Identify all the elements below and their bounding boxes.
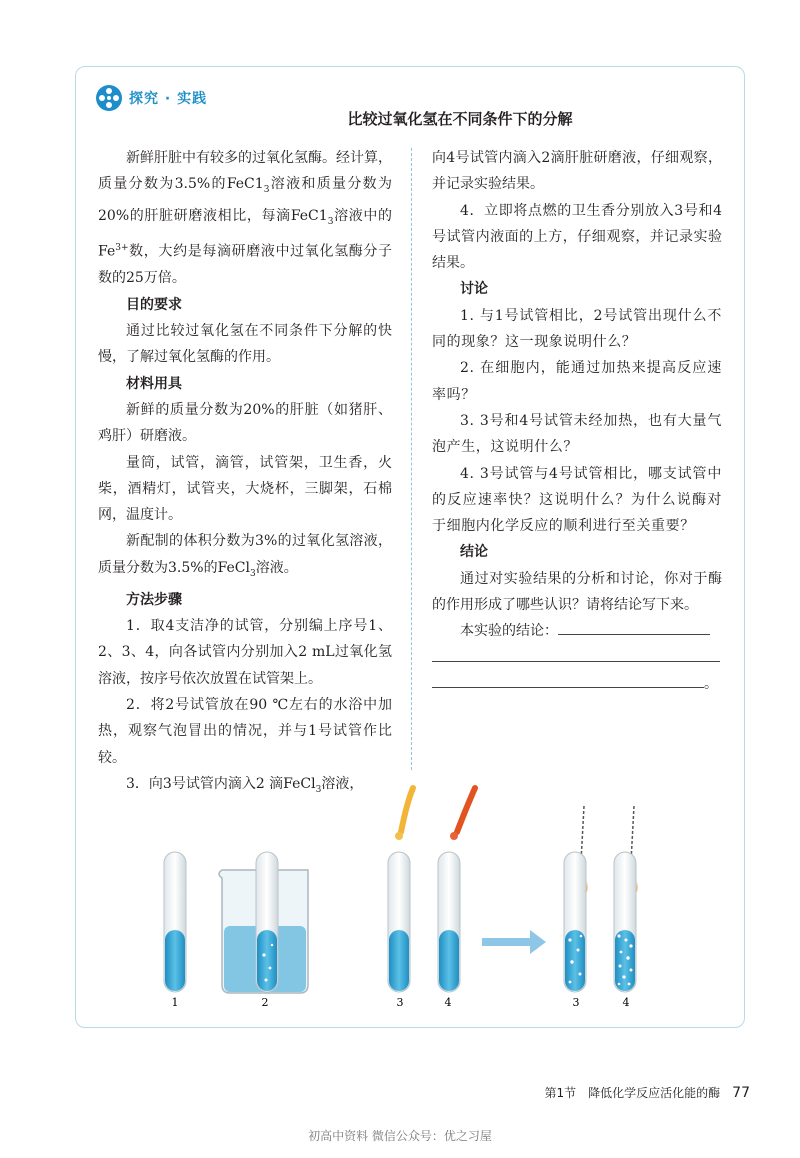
- label-tube-4: 4: [444, 996, 452, 1009]
- method-step-1: 1．取4支洁净的试管，分别编上序号1、2、3、4，向各试管内分别加入2 mL过氧化氢溶液，按序号依次放置在试管架上。: [98, 618, 392, 687]
- conclusion-heading: 结论: [460, 544, 488, 561]
- arrow-icon: [482, 930, 546, 954]
- tube-3-after: [564, 852, 586, 992]
- tube-4-after: [614, 852, 636, 992]
- discussion-heading: 讨论: [460, 281, 488, 298]
- answer-line-3[interactable]: [432, 687, 704, 688]
- method-step-3a: 3．向3号试管内滴入2 滴FeCl$_3$溶液，: [126, 775, 364, 795]
- page-footer: [545, 1084, 750, 1101]
- intro-paragraph: 新鲜肝脏中有较多的过氧化氢酶。经计算，质量分数为3.5%的$FeC1_3$溶液和质量分数为20%的肝脏研磨液相比，每滴$FeC1_3$溶液中的$Fe^{3+}$数，大约是每滴研磨液中过氧化氢酶分子数的25万倍。: [98, 150, 393, 287]
- discussion-q2: 2. 在细胞内，能通过加热来提高反应速率吗？: [432, 360, 722, 403]
- label-tube-4-after: 4: [622, 996, 630, 1009]
- label-tube-3: 3: [396, 996, 404, 1009]
- answer-line-1[interactable]: [558, 634, 710, 635]
- method-heading: 方法步骤: [126, 591, 182, 608]
- materials-heading: 材料用具: [126, 375, 182, 392]
- experiment-figure: [140, 780, 680, 1020]
- tube-3-before: [388, 852, 410, 992]
- method-step-4: 4．立即将点燃的卫生香分别放入3号和4号试管内液面的上方，仔细观察，并记录实验结果。: [432, 202, 722, 272]
- label-tube-1: 1: [171, 996, 179, 1009]
- column-divider: [411, 148, 412, 770]
- tube-4-before: [438, 852, 460, 992]
- answer-line-row-2: [432, 645, 722, 671]
- discussion-q4: 4. 3号试管与4号试管相比，哪支试管中的反应速率快？这说明什么？为什么说酶对于细胞内化学反应的顺利进行至关重要？: [432, 465, 722, 535]
- page-title: [0, 108, 800, 129]
- aim-text: 通过比较过氧化氢在不同条件下分解的快慢，了解过氧化氢酶的作用。: [98, 323, 392, 366]
- answer-line-2[interactable]: [432, 661, 720, 662]
- discussion-q3: 3. 3号和4号试管未经加热，也有大量气泡产生，这说明什么？: [432, 412, 722, 456]
- page-number: 77: [732, 1085, 750, 1101]
- watermark-text: 初高中资料 微信公众号：优之习屋: [308, 1129, 492, 1143]
- materials-text-1: 新鲜的质量分数为20%的肝脏（如猪肝、鸡肝）研磨液。: [98, 401, 392, 445]
- aim-heading: 目的要求: [126, 296, 182, 313]
- right-column: [432, 145, 722, 697]
- dropper-4: [450, 788, 475, 840]
- materials-text-3: 新配制的体积分数为3%的过氧化氢溶液，质量分数为3.5%的FeCl$_3$溶液。: [98, 533, 392, 579]
- method-step-3b: 向4号试管内滴入2滴肝脏研磨液，仔细观察，并记录实验结果。: [432, 150, 722, 193]
- badge-label: 探究 · 实践: [129, 91, 208, 107]
- discussion-q1: 1. 与1号试管相比，2号试管出现什么不同的现象？这一现象说明什么？: [432, 307, 722, 351]
- conclusion-prompt: 本实验的结论：: [432, 618, 722, 644]
- tube-1: [164, 852, 186, 992]
- left-column: [98, 145, 392, 803]
- label-tube-3-after: 3: [572, 996, 580, 1009]
- water-bath-beaker: [219, 852, 308, 993]
- method-step-2: 2．将2号试管放在90 ℃左右的水浴中加热，观察气泡冒出的情况，并与1号试管作比较。: [98, 696, 392, 766]
- dropper-3: [395, 788, 413, 840]
- conclusion-text: 通过对实验结果的分析和讨论，你对于酶的作用形成了哪些认识？请将结论写下来。: [432, 570, 722, 614]
- answer-line-row-3: 。: [432, 671, 722, 697]
- title-text: 比较过氧化氢在不同条件下的分解: [347, 110, 573, 128]
- tube-2: [256, 852, 278, 992]
- label-tube-2: 2: [261, 996, 269, 1009]
- materials-text-2: 量筒，试管，滴管，试管架，卫生香，火柴，酒精灯，试管夹，大烧杯，三脚架，石棉网，温度计。: [98, 454, 392, 524]
- section-title: 第1节 降低化学反应活化能的酶: [544, 1086, 721, 1100]
